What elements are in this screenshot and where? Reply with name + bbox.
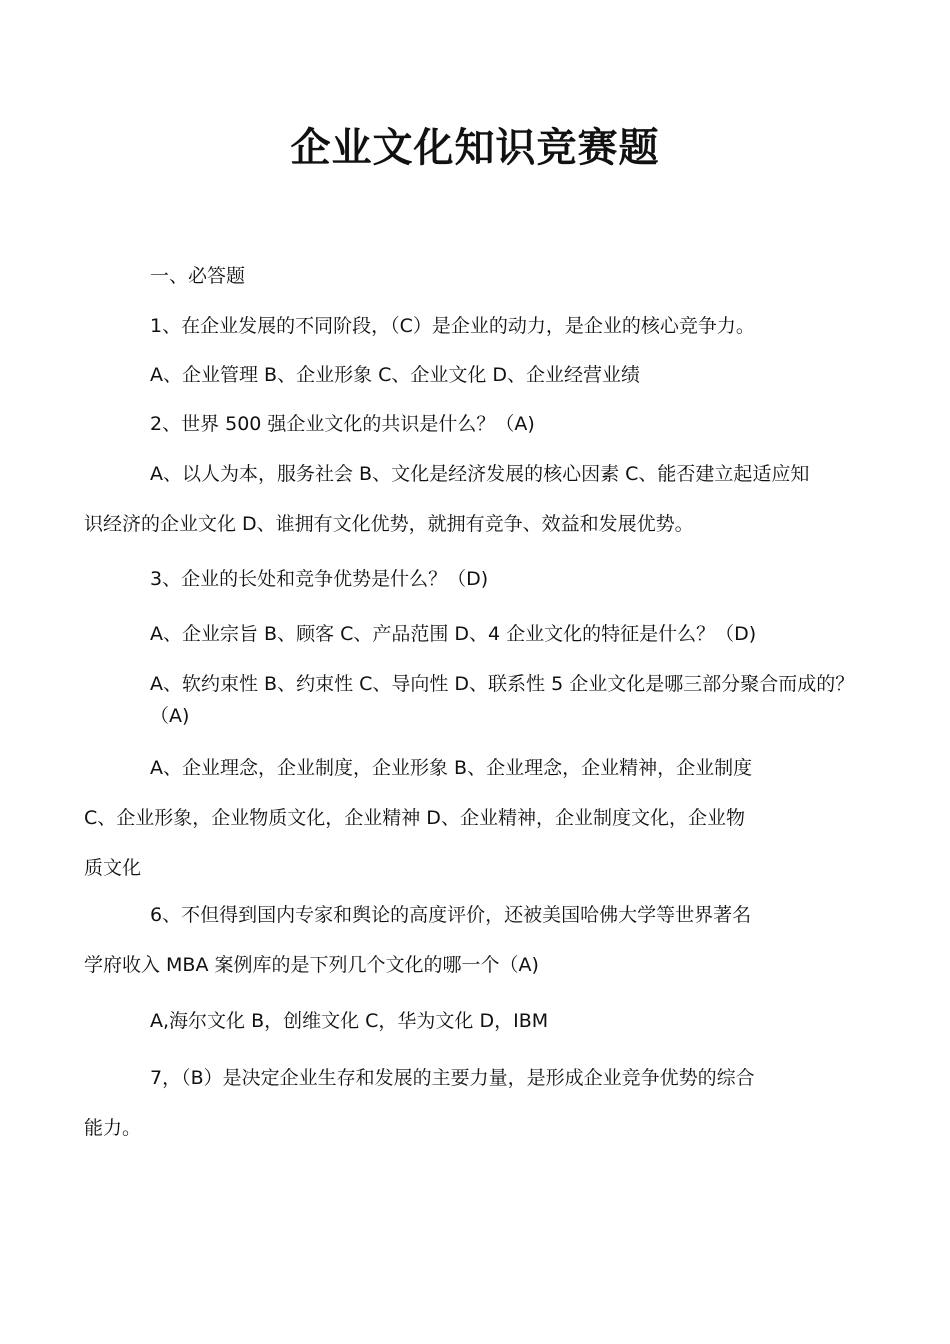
question-2-options-line-2: 识经济的企业文化 D、谁拥有文化优势，就拥有竞争、效益和发展优势。	[84, 513, 694, 535]
question-2: 2、世界 500 强企业文化的共识是什么？（A)	[150, 413, 535, 435]
section-heading: 一、必答题	[150, 265, 246, 287]
question-6-options: A,海尔文化 B，创维文化 C，华为文化 D，IBM	[150, 1010, 549, 1032]
question-5-options-line-3: 质文化	[84, 857, 142, 879]
question-6-line-2: 学府收入 MBA 案例库的是下列几个文化的哪一个（A)	[84, 954, 539, 976]
question-4-options-and-question-5: A、软约束性 B、约束性 C、导向性 D、联系性 5 企业文化是哪三部分聚合而成的？（A)	[150, 673, 855, 727]
question-1: 1、在企业发展的不同阶段，（C）是企业的动力，是企业的核心竞争力。	[150, 315, 755, 337]
question-1-options: A、企业管理 B、企业形象 C、企业文化 D、企业经营业绩	[150, 364, 641, 386]
question-3: 3、企业的长处和竞争优势是什么？（D)	[150, 568, 489, 590]
question-7-line-1: 7，（B）是决定企业生存和发展的主要力量，是形成企业竞争优势的综合	[150, 1067, 755, 1089]
question-3-options-and-question-4: A、企业宗旨 B、顾客 C、产品范围 D、4 企业文化的特征是什么？（D)	[150, 623, 757, 645]
question-7-line-2: 能力。	[84, 1117, 142, 1139]
question-5-options-line-1: A、企业理念，企业制度，企业形象 B、企业理念，企业精神，企业制度	[150, 757, 753, 779]
question-6-line-1: 6、不但得到国内专家和舆论的高度评价，还被美国哈佛大学等世界著名	[150, 904, 752, 926]
page-title: 企业文化知识竞赛题	[290, 125, 660, 171]
question-5-options-line-2: C、企业形象，企业物质文化，企业精神 D、企业精神，企业制度文化，企业物	[84, 807, 745, 829]
question-2-options-line-1: A、以人为本，服务社会 B、文化是经济发展的核心因素 C、能否建立起适应知	[150, 463, 810, 485]
